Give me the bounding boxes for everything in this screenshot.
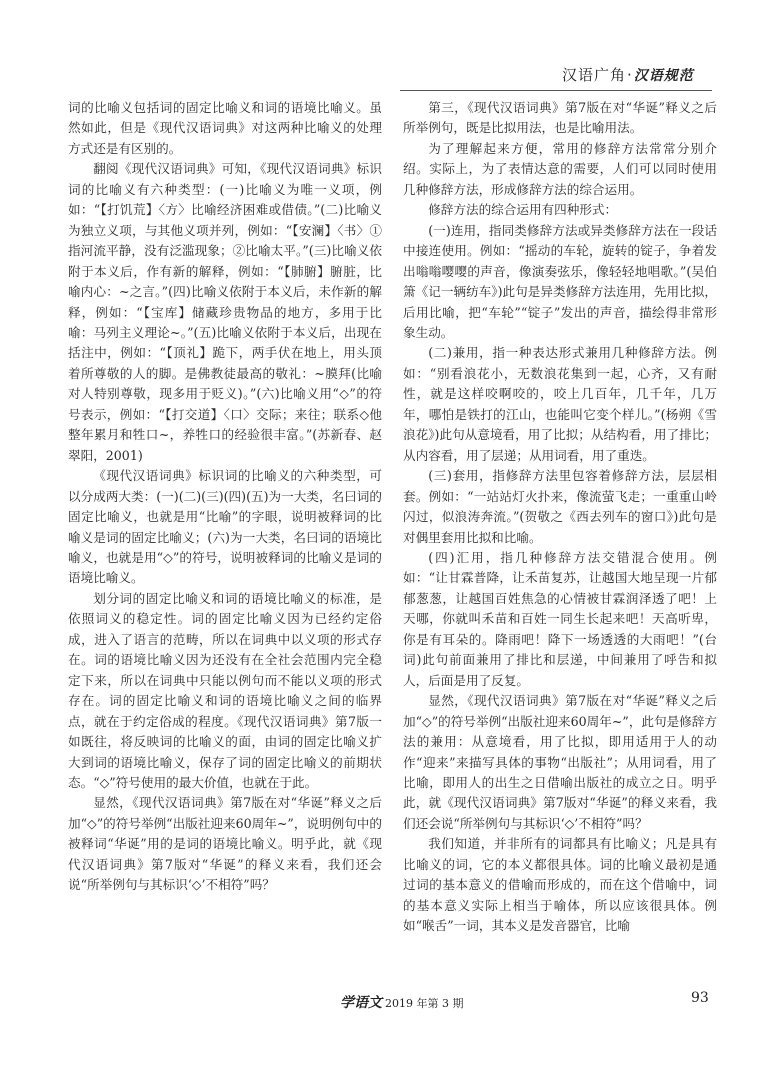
page-number: 93 bbox=[691, 990, 709, 1006]
paragraph: (二)兼用，指一种表达形式兼用几种修辞方法。例如：“别看浪花小，无数浪花集到一起，心齐，又有耐性，就是这样咬啊咬的，咬上几百年，几千年，几万年，哪怕是铁打的江山，也能叫它变个样儿。”(杨朔《雪浪花》)此句从意境看，用了比拟；从结构看，用了排比；从内容看，用了层递；从用词看，用了重迭。 bbox=[403, 345, 717, 463]
paragraph: 显然，《现代汉语词典》第7版在对“华诞”释义之后加“◇”的符号举例“出版社迎来60周年~”，此句是修辞方法的兼用：从意境看，用了比拟，即用适用于人的动作“迎来”来描写具体的事物“出版社”；从用词看，用了比喻，即用人的出生之日借喻出版社的成立之日。明乎此，就《现代汉语词典》第7版对“华诞”的释义来看，我们还会说“所举例句与其标识‘◇’不相符”吗？ bbox=[403, 693, 717, 831]
paragraph: 翻阅《现代汉语词典》可知，《现代汉语词典》标识词的比喻义有六种类型：(一)比喻义为唯一义项，例如：“【打饥荒】〈方〉比喻经济困难或借债。”(二)比喻义为独立义项，与其他义项并列，例如：“【安澜】〈书〉①指河流平静，没有泛滥现象；②比喻太平。”(三)比喻义依附于本义后，作有新的解释，例如：“【肺腑】腑脏，比喻内心：~之言。”(四)比喻义依附于本义后，未作新的解释，例如：“【宝库】储藏珍贵物品的地方，多用于比喻：马列主义理论~。”(五)比喻义依附于本义后，出现在括注中，例如：“【顶礼】跪下，两手伏在地上，用头顶着所尊敬的人的脚。是佛教徒最高的敬礼：~膜拜(比喻对人特别尊敬，现多用于贬义)。”(六)比喻义用“◇”的符号表示，例如：“【打交道】〈口〉交际；来往；联系◇他整年累月和牲口~，养牲口的经验很丰富。”(苏新春、赵翠阳，2001) bbox=[68, 161, 382, 463]
issue-label: 2019 年第 3 期 bbox=[385, 997, 464, 1010]
paragraph: 《现代汉语词典》标识词的比喻义的六种类型，可以分成两大类：(一)(二)(三)(四)(五)为一大类，名曰词的固定比喻义，也就是用“比喻”的字眼，说明被释词的比喻义是词的固定比喻义；(六)为一大类，名曰词的语境比喻义，也就是用“◇”的符号，说明被释词的比喻义是词的语境比喻义。 bbox=[68, 468, 382, 586]
paragraph: (四)汇用，指几种修辞方法交错混合使用。例如：“让甘霖普降，让禾苗复苏，让越国大地呈现一片郁郁葱葱，让越国百姓焦急的心情被甘霖润泽透了吧！上天哪，你就叫禾苗和百姓一同生长起来吧！天高听卑，你是有耳朵的。降雨吧！降下一场透透的大雨吧！”(台词)此句前面兼用了排比和层递，中间兼用了呼告和拟人，后面是用了反复。 bbox=[403, 549, 717, 688]
paragraph: 为了理解起来方便，常用的修辞方法常常分别介绍。实际上，为了表情达意的需要，人们可以同时使用几种修辞方法，形成修辞方法的综合运用。 bbox=[403, 140, 717, 197]
paragraph: 第三，《现代汉语词典》第7版在对“华诞”释义之后所举例句，既是比拟用法，也是比喻用法。 bbox=[403, 100, 717, 136]
left-column bbox=[68, 98, 382, 896]
header-subsection: 汉语规范 bbox=[633, 68, 694, 84]
paragraph: 划分词的固定比喻义和词的语境比喻义的标准，是依照词义的稳定性。词的固定比喻义因为已经约定俗成，进入了语言的范畴，所以在词典中以义项的形式存在。词的语境比喻义因为还没有在全社会范围内完全稳定下来，所以在词典中只能以例句而不能以义项的形式存在。词的固定比喻义和词的语境比喻义之间的临界点，就在于约定俗成的程度。《现代汉语词典》第7版一如既往，将反映词的比喻义的面，由词的固定比喻义扩大到词的语境比喻义，保存了词的固定比喻义的前期状态。“◇”符号使用的最大价值，也就在于此。 bbox=[68, 590, 382, 790]
paragraph: (三)套用，指修辞方法里包容着修辞方法，层层相套。例如：“一站站灯火扑来，像流萤飞走；一重重山岭闪过，似浪涛奔流。”(贺敬之《西去列车的窗口》)此句是对偶里套用比拟和比喻。 bbox=[403, 468, 717, 545]
paragraph: 修辞方法的综合运用有四种形式： bbox=[428, 202, 618, 218]
journal-name: 学语文 bbox=[340, 995, 382, 1011]
header-separator: · bbox=[627, 66, 633, 84]
paragraph: (一)连用，指同类修辞方法或异类修辞方法在一段话中接连使用。例如：“摇动的车轮，旋转的锭子，争着发出嗡嗡嘤嘤的声音，像演奏弦乐，像轻轻地唱歌。”(吴伯箫《记一辆纺车》)此句是异类修辞方法连用，先用比拟，后用比喻，把“车轮”“锭子”发出的声音，描绘得非常形象生动。 bbox=[403, 222, 717, 340]
paragraph: 词的比喻义包括词的固定比喻义和词的语境比喻义。虽然如此，但是《现代汉语词典》对这两种比喻义的处理方式还是有区别的。 bbox=[68, 100, 382, 156]
running-header bbox=[562, 64, 694, 85]
header-rule bbox=[400, 90, 712, 91]
header-section: 汉语广角 bbox=[562, 66, 627, 84]
right-column bbox=[403, 98, 717, 937]
footer bbox=[340, 992, 463, 1012]
paragraph: 我们知道，并非所有的词都具有比喻义；凡是具有比喻义的词，它的本义都很具体。词的比喻义最初是通过词的基本意义的借喻而形成的，而在这个借喻中，词的基本意义实际上相当于喻体，所以应该很具体。例如“喉舌”一词，其本义是发音器官，比喻 bbox=[403, 836, 717, 934]
paragraph: 显然，《现代汉语词典》第7版在对“华诞”释义之后加“◇”的符号举例“出版社迎来60周年~”，说明例句中的被释词“华诞”用的是词的语境比喻义。明乎此，就《现代汉语词典》第7版对“华诞”的释义来看，我们还会说“所举例句与其标识‘◇’不相符”吗？ bbox=[68, 795, 382, 893]
